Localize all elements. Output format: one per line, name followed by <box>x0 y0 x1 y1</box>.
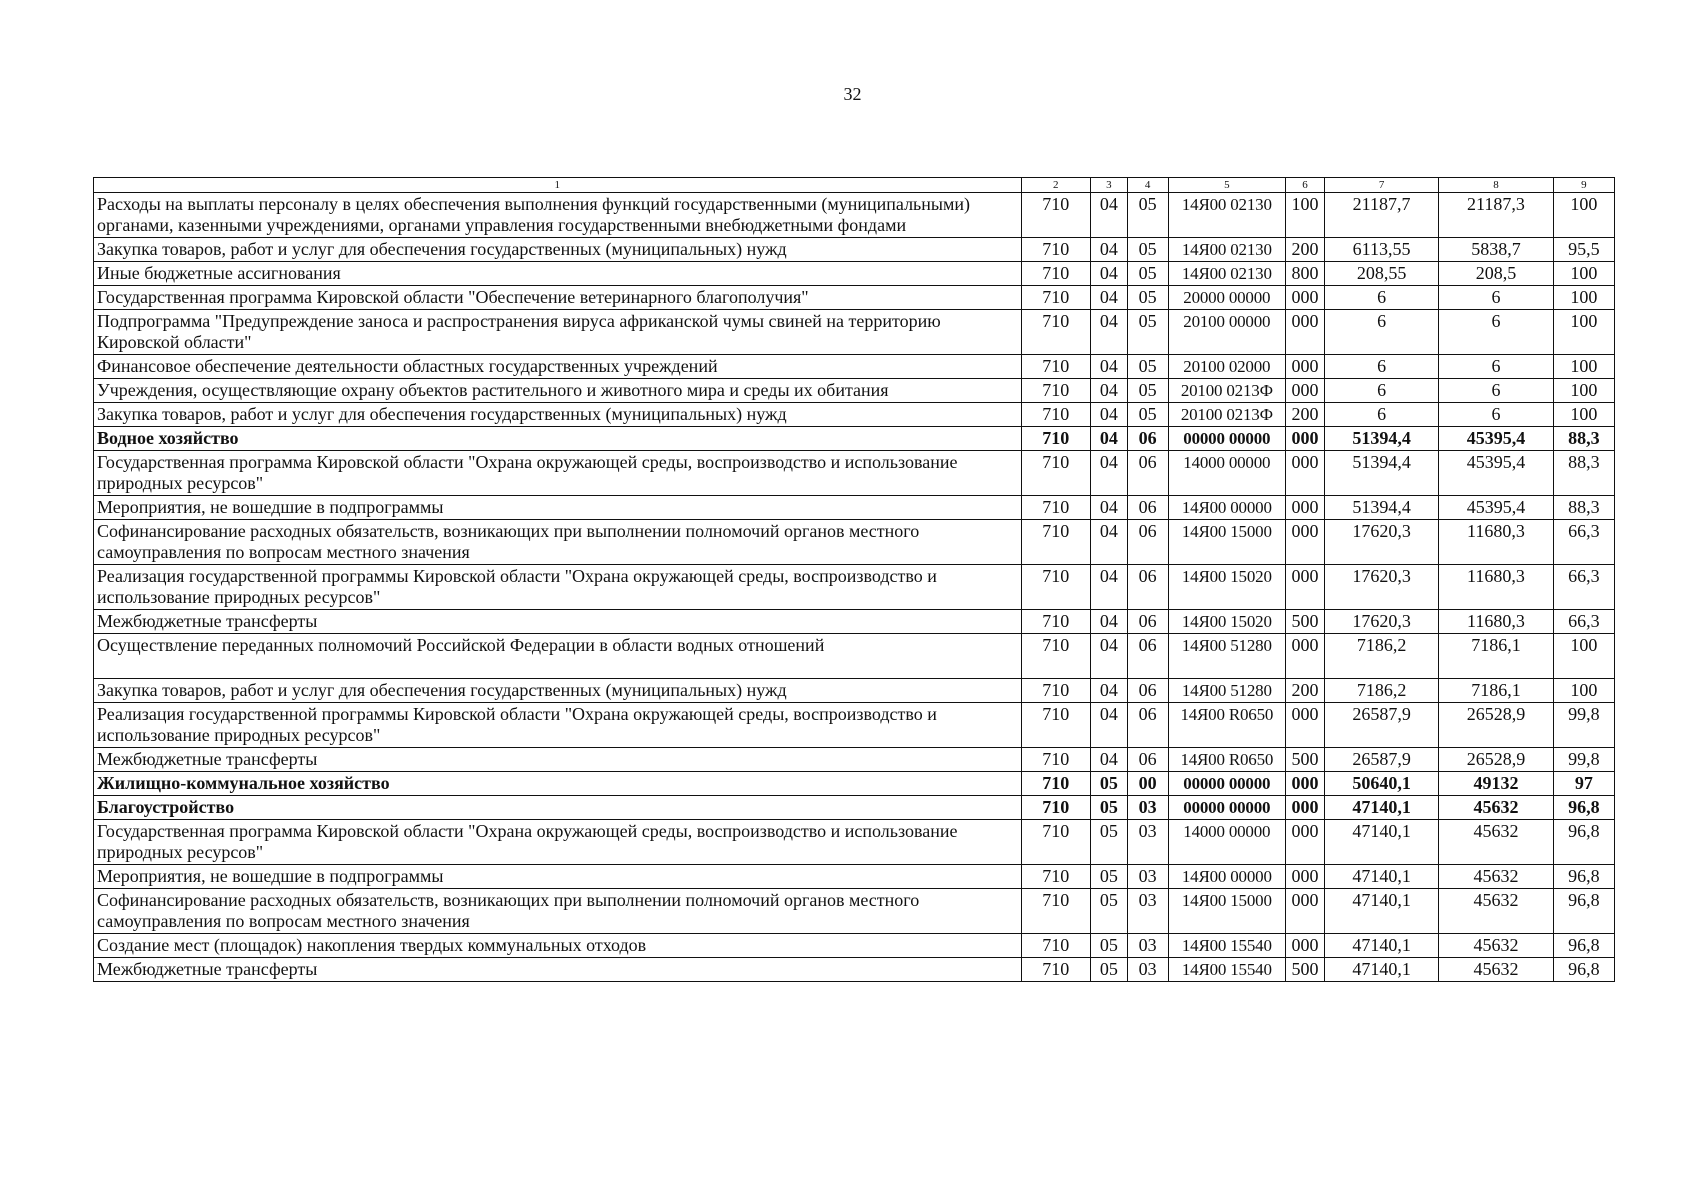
execution-percent: 66,3 <box>1553 520 1614 565</box>
executed-amount: 45395,4 <box>1439 496 1553 520</box>
col-3-value: 05 <box>1090 934 1127 958</box>
table-row <box>94 565 1615 610</box>
executed-amount: 45632 <box>1439 820 1553 865</box>
col-4-value: 03 <box>1127 889 1168 934</box>
col-3-value: 04 <box>1090 703 1127 748</box>
executed-amount: 11680,3 <box>1439 565 1553 610</box>
planned-amount: 17620,3 <box>1324 520 1438 565</box>
row-name: Закупка товаров, работ и услуг для обеспечения государственных (муниципальных) нужд <box>94 403 1022 427</box>
table-row <box>94 958 1615 982</box>
table-row <box>94 703 1615 748</box>
execution-percent: 95,5 <box>1553 238 1614 262</box>
col-3-value: 04 <box>1090 310 1127 355</box>
planned-amount: 6 <box>1324 403 1438 427</box>
expense-type-code: 100 <box>1286 193 1325 238</box>
col-2-value: 710 <box>1021 703 1090 748</box>
row-name: Благоустройство <box>94 796 1022 820</box>
planned-amount: 6 <box>1324 355 1438 379</box>
col-4-value: 03 <box>1127 958 1168 982</box>
target-article-code: 00000 00000 <box>1168 427 1285 451</box>
table-row <box>94 451 1615 496</box>
budget-table <box>93 177 1615 982</box>
execution-percent: 99,8 <box>1553 748 1614 772</box>
expense-type-code: 000 <box>1286 889 1325 934</box>
table-row <box>94 934 1615 958</box>
executed-amount: 45632 <box>1439 889 1553 934</box>
table-row <box>94 634 1615 679</box>
column-header: 3 <box>1090 178 1127 193</box>
expense-type-code: 500 <box>1286 958 1325 982</box>
column-header: 4 <box>1127 178 1168 193</box>
col-4-value: 06 <box>1127 427 1168 451</box>
table-row <box>94 796 1615 820</box>
target-article-code: 20100 00000 <box>1168 310 1285 355</box>
col-4-value: 05 <box>1127 262 1168 286</box>
col-2-value: 710 <box>1021 772 1090 796</box>
table-row <box>94 865 1615 889</box>
col-4-value: 06 <box>1127 610 1168 634</box>
executed-amount: 45632 <box>1439 796 1553 820</box>
target-article-code: 14Я00 15540 <box>1168 934 1285 958</box>
table-row <box>94 520 1615 565</box>
table-row <box>94 772 1615 796</box>
expense-type-code: 000 <box>1286 703 1325 748</box>
table-row <box>94 238 1615 262</box>
col-2-value: 710 <box>1021 262 1090 286</box>
planned-amount: 51394,4 <box>1324 451 1438 496</box>
expense-type-code: 000 <box>1286 865 1325 889</box>
row-name: Создание мест (площадок) накопления твердых коммунальных отходов <box>94 934 1022 958</box>
executed-amount: 45632 <box>1439 934 1553 958</box>
col-3-value: 04 <box>1090 610 1127 634</box>
target-article-code: 14Я00 02130 <box>1168 238 1285 262</box>
row-name: Жилищно-коммунальное хозяйство <box>94 772 1022 796</box>
col-3-value: 04 <box>1090 403 1127 427</box>
col-3-value: 04 <box>1090 238 1127 262</box>
planned-amount: 6113,55 <box>1324 238 1438 262</box>
execution-percent: 100 <box>1553 262 1614 286</box>
col-2-value: 710 <box>1021 610 1090 634</box>
execution-percent: 100 <box>1553 310 1614 355</box>
col-4-value: 05 <box>1127 379 1168 403</box>
table-row <box>94 355 1615 379</box>
target-article-code: 14Я00 51280 <box>1168 679 1285 703</box>
planned-amount: 50640,1 <box>1324 772 1438 796</box>
executed-amount: 7186,1 <box>1439 634 1553 679</box>
col-3-value: 05 <box>1090 889 1127 934</box>
target-article-code: 14Я00 R0650 <box>1168 703 1285 748</box>
expense-type-code: 000 <box>1286 772 1325 796</box>
expense-type-code: 500 <box>1286 610 1325 634</box>
table-row <box>94 286 1615 310</box>
col-2-value: 710 <box>1021 889 1090 934</box>
col-2-value: 710 <box>1021 820 1090 865</box>
col-2-value: 710 <box>1021 796 1090 820</box>
row-name: Мероприятия, не вошедшие в подпрограммы <box>94 496 1022 520</box>
col-4-value: 06 <box>1127 565 1168 610</box>
execution-percent: 96,8 <box>1553 865 1614 889</box>
col-4-value: 05 <box>1127 403 1168 427</box>
col-2-value: 710 <box>1021 679 1090 703</box>
col-2-value: 710 <box>1021 565 1090 610</box>
col-3-value: 04 <box>1090 355 1127 379</box>
row-name: Финансовое обеспечение деятельности областных государственных учреждений <box>94 355 1022 379</box>
execution-percent: 88,3 <box>1553 451 1614 496</box>
executed-amount: 7186,1 <box>1439 679 1553 703</box>
row-name: Учреждения, осуществляющие охрану объектов растительного и животного мира и среды их обитания <box>94 379 1022 403</box>
expense-type-code: 000 <box>1286 565 1325 610</box>
row-name: Софинансирование расходных обязательств, возникающих при выполнении полномочий органов местного самоуправления по вопросам местного значения <box>94 520 1022 565</box>
row-name: Государственная программа Кировской области "Охрана окружающей среды, воспроизводство и использование природных ресурсов" <box>94 820 1022 865</box>
planned-amount: 21187,7 <box>1324 193 1438 238</box>
col-3-value: 05 <box>1090 958 1127 982</box>
target-article-code: 14Я00 00000 <box>1168 496 1285 520</box>
planned-amount: 6 <box>1324 310 1438 355</box>
execution-percent: 99,8 <box>1553 703 1614 748</box>
col-3-value: 04 <box>1090 565 1127 610</box>
col-3-value: 04 <box>1090 262 1127 286</box>
column-header: 9 <box>1553 178 1614 193</box>
row-name: Софинансирование расходных обязательств, возникающих при выполнении полномочий органов местного самоуправления по вопросам местного значения <box>94 889 1022 934</box>
row-name: Государственная программа Кировской области "Охрана окружающей среды, воспроизводство и использование природных ресурсов" <box>94 451 1022 496</box>
col-2-value: 710 <box>1021 427 1090 451</box>
row-name: Расходы на выплаты персоналу в целях обеспечения выполнения функций государственными (муниципальными) органами, казенными учреждениями, органами управления государственными внебюджетными фондами <box>94 193 1022 238</box>
col-4-value: 06 <box>1127 496 1168 520</box>
row-name: Государственная программа Кировской области "Обеспечение ветеринарного благополучия" <box>94 286 1022 310</box>
col-3-value: 04 <box>1090 427 1127 451</box>
table-row <box>94 379 1615 403</box>
col-2-value: 710 <box>1021 748 1090 772</box>
execution-percent: 100 <box>1553 193 1614 238</box>
col-3-value: 04 <box>1090 379 1127 403</box>
col-3-value: 04 <box>1090 679 1127 703</box>
col-4-value: 05 <box>1127 193 1168 238</box>
expense-type-code: 200 <box>1286 238 1325 262</box>
execution-percent: 66,3 <box>1553 565 1614 610</box>
col-2-value: 710 <box>1021 355 1090 379</box>
planned-amount: 47140,1 <box>1324 889 1438 934</box>
table-row <box>94 310 1615 355</box>
col-2-value: 710 <box>1021 310 1090 355</box>
target-article-code: 14Я00 00000 <box>1168 865 1285 889</box>
execution-percent: 100 <box>1553 403 1614 427</box>
table-row <box>94 610 1615 634</box>
table-body <box>94 193 1615 982</box>
col-3-value: 04 <box>1090 451 1127 496</box>
expense-type-code: 000 <box>1286 520 1325 565</box>
row-name: Реализация государственной программы Кировской области "Охрана окружающей среды, воспроизводство и использование природных ресурсов" <box>94 565 1022 610</box>
execution-percent: 97 <box>1553 772 1614 796</box>
col-4-value: 05 <box>1127 355 1168 379</box>
target-article-code: 20000 00000 <box>1168 286 1285 310</box>
table-row <box>94 679 1615 703</box>
execution-percent: 66,3 <box>1553 610 1614 634</box>
col-3-value: 04 <box>1090 286 1127 310</box>
planned-amount: 51394,4 <box>1324 427 1438 451</box>
execution-percent: 100 <box>1553 379 1614 403</box>
target-article-code: 14Я00 15020 <box>1168 565 1285 610</box>
col-4-value: 03 <box>1127 820 1168 865</box>
execution-percent: 96,8 <box>1553 820 1614 865</box>
planned-amount: 208,55 <box>1324 262 1438 286</box>
col-2-value: 710 <box>1021 496 1090 520</box>
executed-amount: 26528,9 <box>1439 703 1553 748</box>
row-name: Межбюджетные трансферты <box>94 958 1022 982</box>
col-4-value: 06 <box>1127 451 1168 496</box>
expense-type-code: 200 <box>1286 679 1325 703</box>
table-row <box>94 427 1615 451</box>
target-article-code: 20100 02000 <box>1168 355 1285 379</box>
planned-amount: 17620,3 <box>1324 565 1438 610</box>
table-header-row <box>94 178 1615 193</box>
col-3-value: 04 <box>1090 634 1127 679</box>
execution-percent: 100 <box>1553 286 1614 310</box>
col-3-value: 04 <box>1090 520 1127 565</box>
row-name: Мероприятия, не вошедшие в подпрограммы <box>94 865 1022 889</box>
target-article-code: 14000 00000 <box>1168 820 1285 865</box>
executed-amount: 11680,3 <box>1439 610 1553 634</box>
executed-amount: 49132 <box>1439 772 1553 796</box>
column-header: 7 <box>1324 178 1438 193</box>
executed-amount: 45632 <box>1439 958 1553 982</box>
planned-amount: 47140,1 <box>1324 958 1438 982</box>
table-row <box>94 748 1615 772</box>
planned-amount: 47140,1 <box>1324 820 1438 865</box>
row-name: Водное хозяйство <box>94 427 1022 451</box>
row-name: Подпрограмма "Предупреждение заноса и распространения вируса африканской чумы свиней на территорию Кировской области" <box>94 310 1022 355</box>
col-3-value: 05 <box>1090 865 1127 889</box>
table-row <box>94 820 1615 865</box>
table-row <box>94 889 1615 934</box>
target-article-code: 14Я00 02130 <box>1168 262 1285 286</box>
table-row <box>94 193 1615 238</box>
target-article-code: 00000 00000 <box>1168 796 1285 820</box>
col-2-value: 710 <box>1021 403 1090 427</box>
expense-type-code: 800 <box>1286 262 1325 286</box>
col-4-value: 00 <box>1127 772 1168 796</box>
execution-percent: 96,8 <box>1553 889 1614 934</box>
planned-amount: 47140,1 <box>1324 934 1438 958</box>
target-article-code: 14Я00 15000 <box>1168 889 1285 934</box>
execution-percent: 96,8 <box>1553 934 1614 958</box>
executed-amount: 6 <box>1439 379 1553 403</box>
col-4-value: 06 <box>1127 634 1168 679</box>
executed-amount: 45395,4 <box>1439 427 1553 451</box>
col-2-value: 710 <box>1021 958 1090 982</box>
col-4-value: 06 <box>1127 520 1168 565</box>
planned-amount: 51394,4 <box>1324 496 1438 520</box>
column-header: 5 <box>1168 178 1285 193</box>
col-2-value: 710 <box>1021 520 1090 565</box>
expense-type-code: 000 <box>1286 496 1325 520</box>
planned-amount: 26587,9 <box>1324 748 1438 772</box>
col-4-value: 05 <box>1127 310 1168 355</box>
planned-amount: 17620,3 <box>1324 610 1438 634</box>
expense-type-code: 200 <box>1286 403 1325 427</box>
execution-percent: 96,8 <box>1553 796 1614 820</box>
executed-amount: 6 <box>1439 403 1553 427</box>
planned-amount: 6 <box>1324 286 1438 310</box>
target-article-code: 14Я00 15000 <box>1168 520 1285 565</box>
expense-type-code: 500 <box>1286 748 1325 772</box>
column-header: 1 <box>94 178 1022 193</box>
planned-amount: 26587,9 <box>1324 703 1438 748</box>
executed-amount: 11680,3 <box>1439 520 1553 565</box>
col-3-value: 05 <box>1090 796 1127 820</box>
col-4-value: 03 <box>1127 796 1168 820</box>
col-4-value: 03 <box>1127 865 1168 889</box>
executed-amount: 6 <box>1439 286 1553 310</box>
column-header: 6 <box>1286 178 1325 193</box>
row-name: Закупка товаров, работ и услуг для обеспечения государственных (муниципальных) нужд <box>94 679 1022 703</box>
execution-percent: 100 <box>1553 634 1614 679</box>
col-2-value: 710 <box>1021 193 1090 238</box>
expense-type-code: 000 <box>1286 820 1325 865</box>
col-2-value: 710 <box>1021 379 1090 403</box>
row-name: Иные бюджетные ассигнования <box>94 262 1022 286</box>
col-2-value: 710 <box>1021 934 1090 958</box>
expense-type-code: 000 <box>1286 796 1325 820</box>
row-name: Закупка товаров, работ и услуг для обеспечения государственных (муниципальных) нужд <box>94 238 1022 262</box>
col-2-value: 710 <box>1021 451 1090 496</box>
target-article-code: 20100 0213Ф <box>1168 403 1285 427</box>
table-row <box>94 496 1615 520</box>
executed-amount: 6 <box>1439 355 1553 379</box>
col-2-value: 710 <box>1021 238 1090 262</box>
executed-amount: 26528,9 <box>1439 748 1553 772</box>
page-number: 32 <box>843 84 862 104</box>
col-4-value: 03 <box>1127 934 1168 958</box>
row-name: Межбюджетные трансферты <box>94 748 1022 772</box>
execution-percent: 88,3 <box>1553 496 1614 520</box>
col-2-value: 710 <box>1021 286 1090 310</box>
col-2-value: 710 <box>1021 865 1090 889</box>
column-header: 8 <box>1439 178 1553 193</box>
execution-percent: 100 <box>1553 679 1614 703</box>
col-3-value: 04 <box>1090 748 1127 772</box>
expense-type-code: 000 <box>1286 286 1325 310</box>
table-row <box>94 262 1615 286</box>
planned-amount: 47140,1 <box>1324 865 1438 889</box>
row-name: Межбюджетные трансферты <box>94 610 1022 634</box>
executed-amount: 5838,7 <box>1439 238 1553 262</box>
row-name: Осуществление переданных полномочий Российской Федерации в области водных отношений <box>94 634 1022 679</box>
expense-type-code: 000 <box>1286 934 1325 958</box>
planned-amount: 7186,2 <box>1324 634 1438 679</box>
target-article-code: 14Я00 51280 <box>1168 634 1285 679</box>
executed-amount: 208,5 <box>1439 262 1553 286</box>
expense-type-code: 000 <box>1286 310 1325 355</box>
executed-amount: 45395,4 <box>1439 451 1553 496</box>
expense-type-code: 000 <box>1286 379 1325 403</box>
col-2-value: 710 <box>1021 634 1090 679</box>
col-3-value: 04 <box>1090 193 1127 238</box>
col-3-value: 05 <box>1090 820 1127 865</box>
expense-type-code: 000 <box>1286 451 1325 496</box>
target-article-code: 14Я00 02130 <box>1168 193 1285 238</box>
col-4-value: 05 <box>1127 286 1168 310</box>
executed-amount: 6 <box>1439 310 1553 355</box>
col-4-value: 06 <box>1127 748 1168 772</box>
execution-percent: 88,3 <box>1553 427 1614 451</box>
execution-percent: 96,8 <box>1553 958 1614 982</box>
planned-amount: 7186,2 <box>1324 679 1438 703</box>
executed-amount: 45632 <box>1439 865 1553 889</box>
target-article-code: 14Я00 15020 <box>1168 610 1285 634</box>
execution-percent: 100 <box>1553 355 1614 379</box>
col-4-value: 06 <box>1127 703 1168 748</box>
target-article-code: 14Я00 15540 <box>1168 958 1285 982</box>
col-3-value: 04 <box>1090 496 1127 520</box>
table-row <box>94 403 1615 427</box>
target-article-code: 20100 0213Ф <box>1168 379 1285 403</box>
target-article-code: 14Я00 R0650 <box>1168 748 1285 772</box>
col-4-value: 06 <box>1127 679 1168 703</box>
expense-type-code: 000 <box>1286 427 1325 451</box>
expense-type-code: 000 <box>1286 634 1325 679</box>
target-article-code: 00000 00000 <box>1168 772 1285 796</box>
expense-type-code: 000 <box>1286 355 1325 379</box>
target-article-code: 14000 00000 <box>1168 451 1285 496</box>
col-4-value: 05 <box>1127 238 1168 262</box>
column-header: 2 <box>1021 178 1090 193</box>
row-name: Реализация государственной программы Кировской области "Охрана окружающей среды, воспроизводство и использование природных ресурсов" <box>94 703 1022 748</box>
planned-amount: 47140,1 <box>1324 796 1438 820</box>
executed-amount: 21187,3 <box>1439 193 1553 238</box>
col-3-value: 05 <box>1090 772 1127 796</box>
planned-amount: 6 <box>1324 379 1438 403</box>
